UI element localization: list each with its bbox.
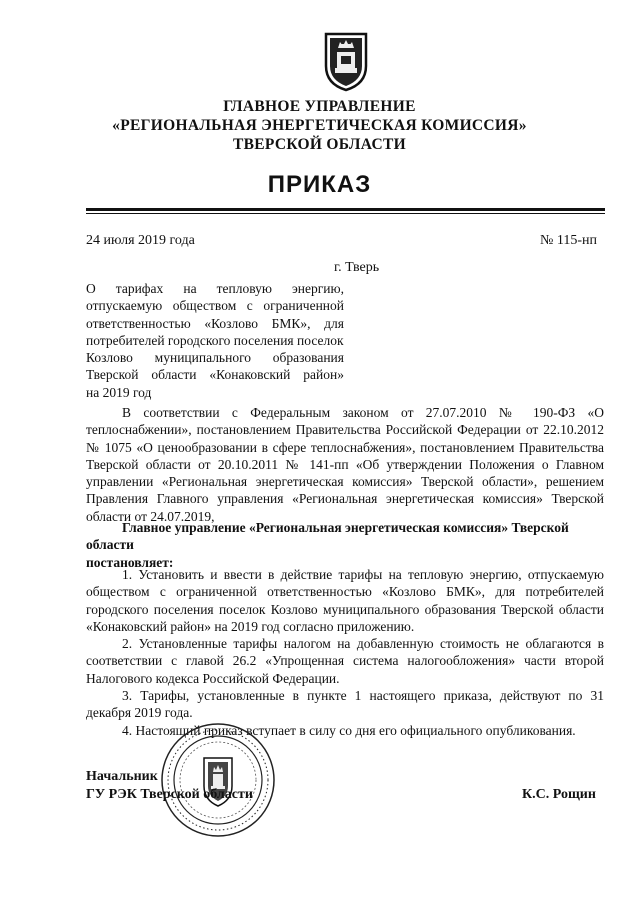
- document-subject: [86, 280, 344, 401]
- decree-item-1: 1. Установить и ввести в действие тарифы на тепловую энергию, отпускаемую обществом с ограниченной ответственностью «Козлово БМК», для потребителей городского поселения поселок Козлово муниципального образования Тверской области «Конаковский район» на 2019 год согласно приложению.: [86, 567, 604, 634]
- org-name-line-2: «РЕГИОНАЛЬНАЯ ЭНЕРГЕТИЧЕСКАЯ КОМИССИЯ»: [112, 117, 527, 134]
- subject-line: отпускаемую обществом с ограниченной: [86, 298, 344, 314]
- org-name-line-3: ТВЕРСКОЙ ОБЛАСТИ: [233, 136, 406, 153]
- preamble-text: В соответствии с Федеральным законом от 27.07.2010 № 190-ФЗ «О теплоснабжении», постановлением Правительства Российской Федерации от 22.10.2012 № 1075 «О ценообразовании в сфере теплоснабжения», постановлением Правительства Тверской области от 20.10.2011 № 141-пп «Об утверждении Положения о Главном управлении «Региональная энергетическая комиссия» Тверской области», решением Правления Главного управления «Региональная энергетическая комиссия» Тверской области от 24.07.2019,: [86, 405, 604, 524]
- signatory-position-line-2: ГУ РЭК Тверской области: [86, 787, 253, 802]
- tver-coat-of-arms-icon: [322, 30, 370, 92]
- document-title: ПРИКАЗ: [267, 171, 372, 198]
- subject-line: Козлово муниципального образования: [86, 350, 344, 366]
- document-city: г. Тверь: [334, 260, 380, 275]
- decree-intro-line-2: постановляет:: [86, 554, 174, 570]
- subject-line: О тарифах на тепловую энергию,: [86, 281, 344, 296]
- decree-items: [86, 566, 604, 739]
- preamble: [86, 404, 604, 525]
- subject-line: ответственностью «Козлово БМК», для: [86, 315, 344, 331]
- decree-item-4: 4. Настоящий приказ вступает в силу со дня его официального опубликования.: [122, 722, 576, 738]
- org-name-line-1: ГЛАВНОЕ УПРАВЛЕНИЕ: [223, 98, 416, 115]
- document-date: 24 июля 2019 года: [86, 233, 195, 248]
- signatory-position-line-1: Начальник: [86, 769, 158, 784]
- decree-item-3: 3. Тарифы, установленные в пункте 1 настоящего приказа, действуют по 31 декабря 2019 года.: [86, 688, 604, 721]
- header-divider: [86, 208, 605, 211]
- official-seal-icon: [158, 720, 278, 840]
- subject-line: Тверской области «Конаковский район»: [86, 367, 344, 383]
- header-divider-thin: [86, 213, 605, 214]
- document-number: № 115-нп: [540, 233, 597, 248]
- decree-intro-line-1: Главное управление «Региональная энергетическая комиссия» Тверской области: [86, 520, 569, 553]
- subject-line: на 2019 год: [86, 384, 152, 400]
- subject-line: потребителей городского поселения поселок: [86, 332, 344, 348]
- decree-item-2: 2. Установленные тарифы налогом на добавленную стоимость не облагаются в соответствии с главой 26.2 «Упрощенная система налогообложения» части второй Налогового кодекса Российской Федерации.: [86, 636, 604, 686]
- signatory-name: К.С. Рощин: [522, 787, 596, 802]
- decree-intro: [86, 519, 604, 571]
